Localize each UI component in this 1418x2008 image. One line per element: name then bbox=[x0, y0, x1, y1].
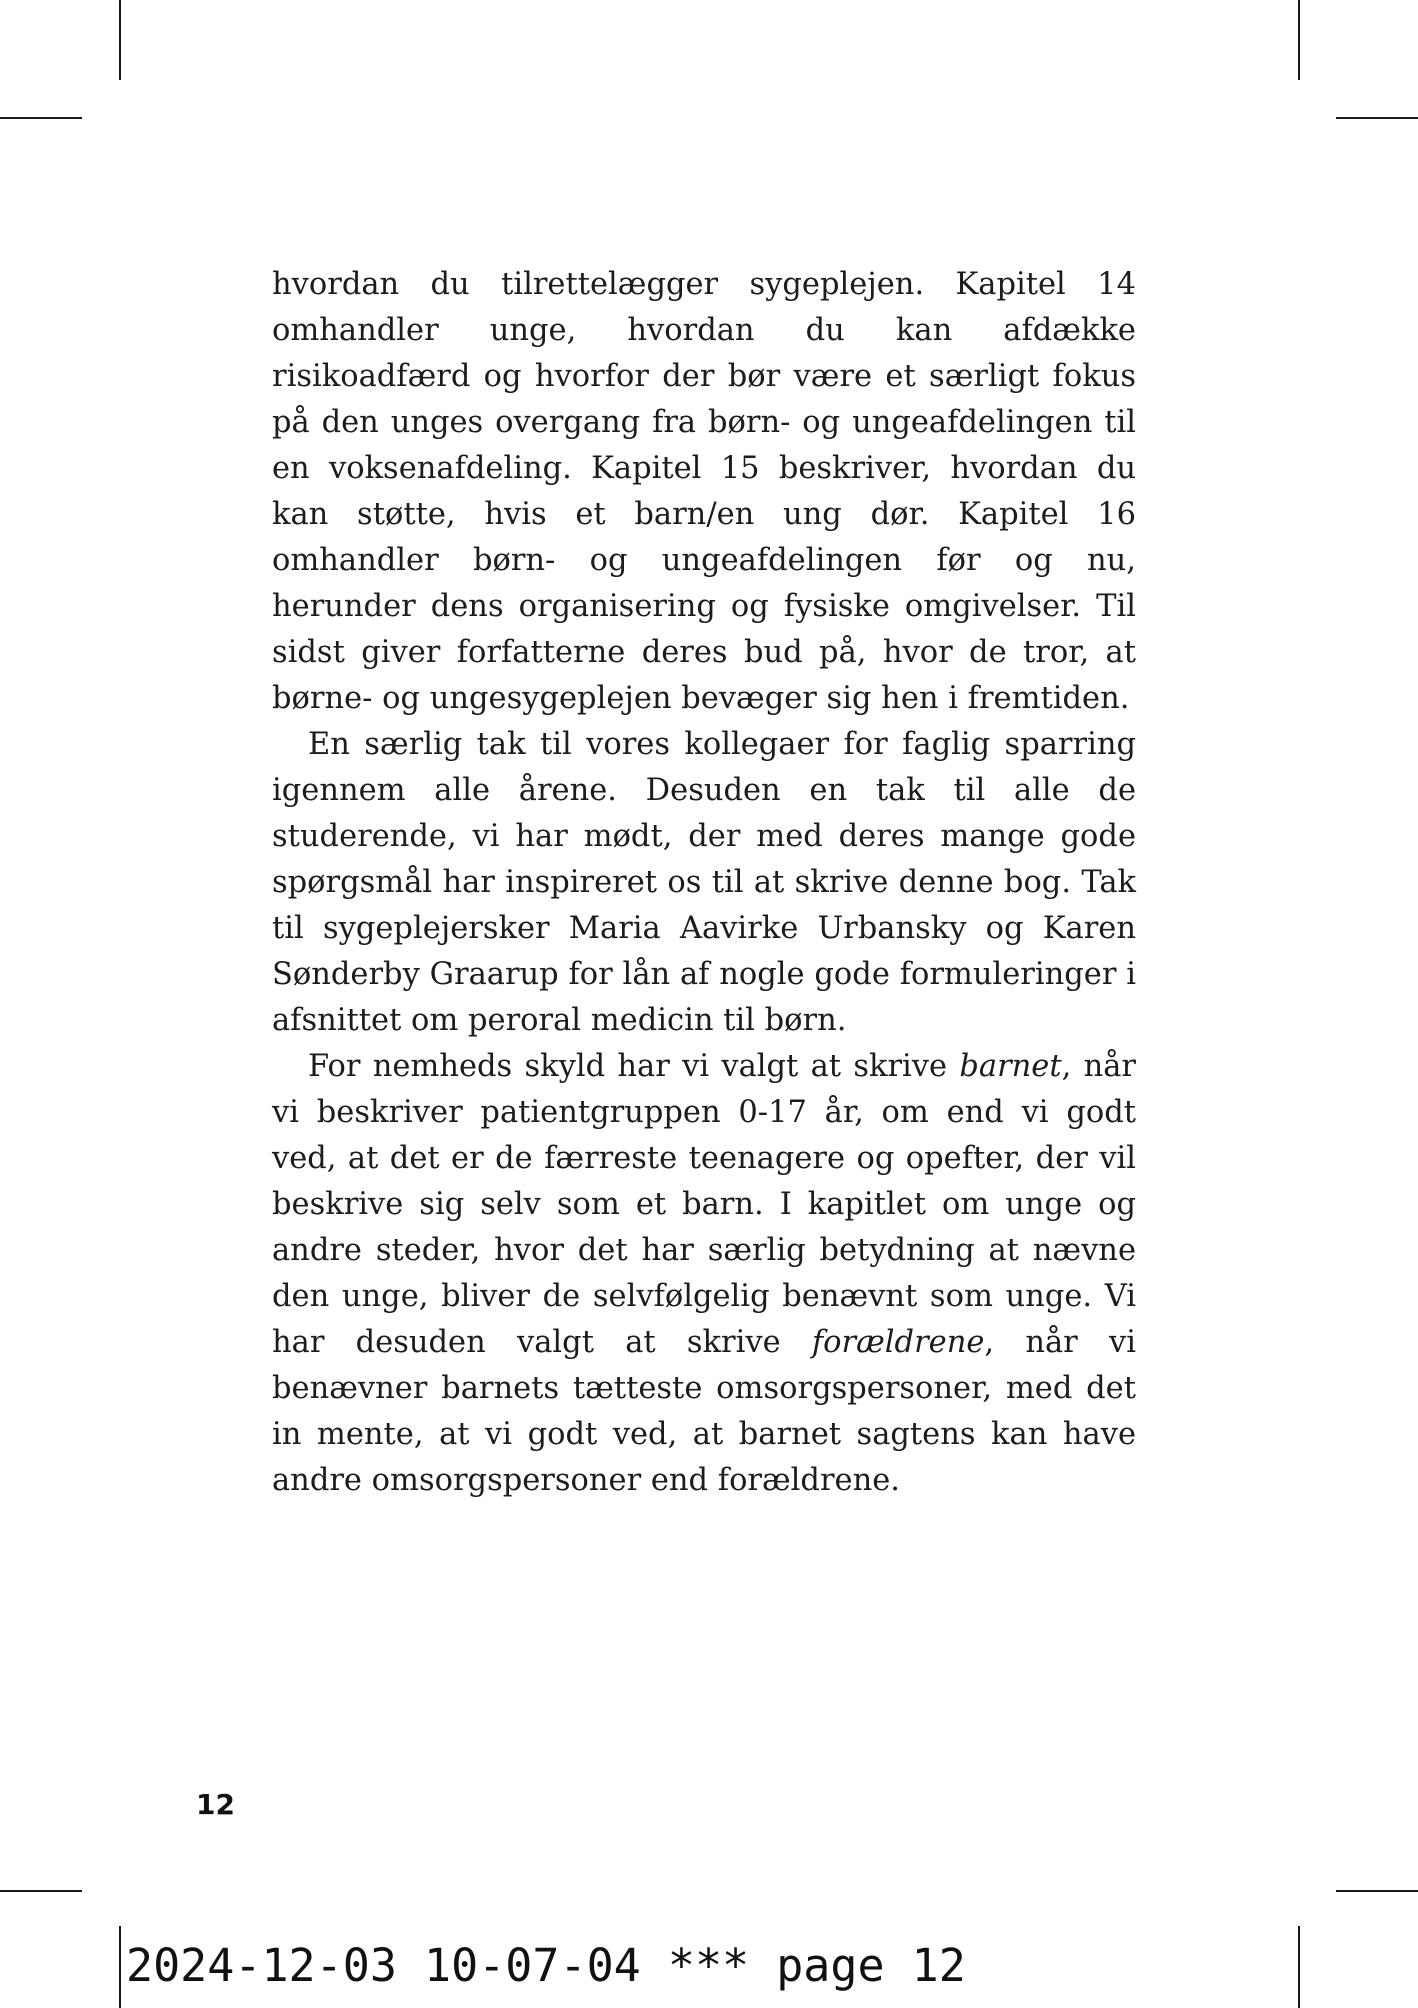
crop-mark-bottom-left-horizontal bbox=[0, 1890, 82, 1892]
print-timestamp: 2024-12-03 10-07-04 *** page 12 bbox=[126, 1939, 966, 1992]
text-segment: hvordan du tilrettelægger sygeplejen. Kapitel 14 omhandler unge, hvordan du kan afdække risikoadfærd og hvorfor der bør være et særligt fokus på den unges overgang fra børn- og ungeafdelingen til en voksenafdeling. Kapitel 15 beskriver, hvordan du kan støtte, hvis et barn/en ung dør. Kapitel 16 omhandler børn- og ungeafdelingen før og nu, herunder dens organisering og fysiske omgivelser. Til sidst giver forfatterne deres bud på, hvor de tror, at børne- og ungesygeplejen bevæger sig hen i fremtiden. bbox=[272, 267, 1136, 716]
crop-mark-top-right-horizontal bbox=[1336, 117, 1418, 119]
paragraph bbox=[272, 1044, 1136, 1504]
text-segment: En særlig tak til vores kollegaer for faglig sparring igennem alle årene. Desuden en tak til alle de studerende, vi har mødt, der med deres mange gode spørgsmål har inspireret os til at skrive denne bog. Tak til sygeplejersker Maria Aavirke Urbansky og Karen Sønderby Graarup for lån af nogle gode formuleringer i afsnittet om peroral medicin til børn. bbox=[272, 727, 1136, 1038]
crop-mark-bottom-left-vertical bbox=[119, 1926, 121, 2008]
crop-mark-top-right-vertical bbox=[1298, 0, 1300, 80]
page-number: 12 bbox=[196, 1788, 235, 1821]
crop-mark-top-left-horizontal bbox=[0, 117, 82, 119]
crop-mark-top-left-vertical bbox=[119, 0, 121, 80]
crop-mark-bottom-right-horizontal bbox=[1336, 1890, 1418, 1892]
text-segment: , når vi benævner barnets tætteste omsorgspersoner, med det in mente, at vi godt ved, at barnet sagtens kan have andre omsorgspersoner end forældrene. bbox=[272, 1325, 1136, 1498]
text-segment: For nemheds skyld har vi valgt at skrive bbox=[308, 1049, 960, 1084]
body-text bbox=[272, 262, 1136, 1504]
paragraph bbox=[272, 722, 1136, 1044]
crop-mark-bottom-right-vertical bbox=[1298, 1926, 1300, 2008]
italic-term: barnet bbox=[959, 1049, 1062, 1084]
text-segment: , når vi beskriver patientgruppen 0-17 år, om end vi godt ved, at det er de færreste teenagere og opefter, der vil beskrive sig selv som et barn. I kapitlet om unge og andre steder, hvor det har særlig betydning at nævne den unge, bliver de selvfølgelig benævnt som unge. Vi har desuden valgt at skrive bbox=[272, 1049, 1136, 1360]
paragraph bbox=[272, 262, 1136, 722]
italic-term: forældrene bbox=[811, 1325, 985, 1360]
